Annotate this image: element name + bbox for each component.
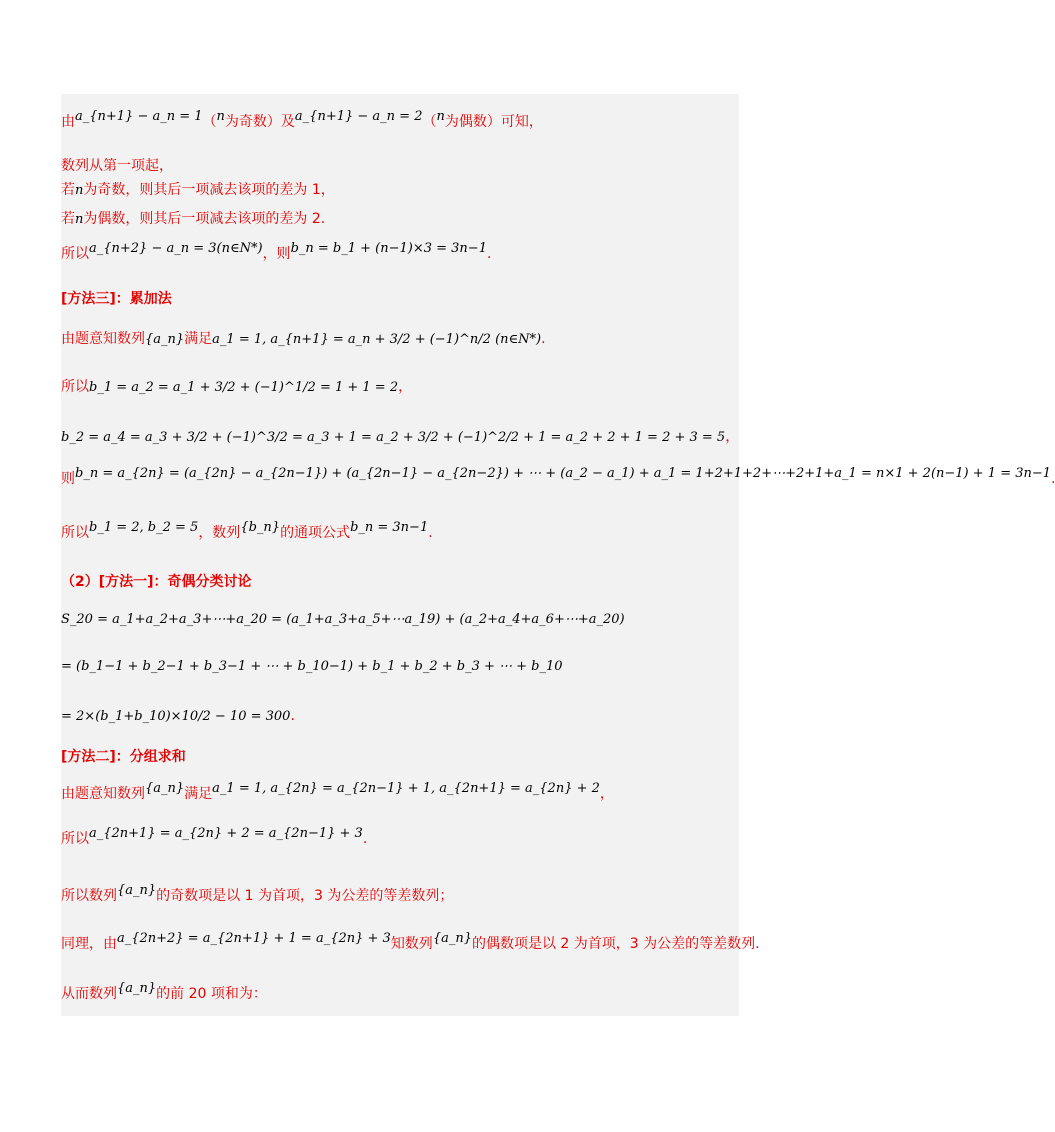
text-l02-0: 数列从第一项起， <box>61 158 173 174</box>
text-l15-1: . <box>290 708 295 724</box>
text-l08-2: ， <box>398 379 413 395</box>
text-l21-0: 从而数列 <box>61 986 117 1002</box>
text-l17-2: 满足 <box>184 786 213 802</box>
text-l10-0: 则 <box>61 471 75 487</box>
text-l09-1: ， <box>725 429 740 445</box>
text-l10-2 <box>1051 471 1055 487</box>
text-l01-0: 由 <box>61 114 75 130</box>
heading-l12-0: （2）[方法一]：奇偶分类讨论 <box>61 574 252 590</box>
math-l13-0: S_20 = a_1+a_2+a_3+⋯+a_20 = (a_1+a_3+a_5+⋯a_19) + (a_2+a_4+a_6+⋯+a_20) <box>61 612 625 627</box>
text-line-l12 <box>61 573 252 589</box>
math-l21-1: {a_n} <box>117 981 157 996</box>
text-l17-0: 由题意知数列 <box>61 786 145 802</box>
text-l18-0: 所以 <box>61 831 89 847</box>
text-line-l10 <box>61 466 1055 487</box>
math-l01-1: a_{n+1} − a_n = 1 <box>75 109 203 124</box>
text-l20-4: 的偶数项是以 2 为首项，3 为公差的等差数列. <box>471 936 760 952</box>
text-l11-4: 的通项公式 <box>280 525 351 541</box>
text-l05-2: ，则 <box>262 246 291 262</box>
text-l07-2: 满足 <box>184 331 213 347</box>
text-l01-2: （ <box>202 114 217 130</box>
text-line-l21 <box>61 981 267 1002</box>
math-l05-3: b_n = b_1 + (n−1)×3 = 3n−1 <box>290 241 487 256</box>
text-l07-0: 由题意知数列 <box>61 331 145 347</box>
math-l01-3: n <box>216 109 225 124</box>
text-line-l02 <box>61 157 173 173</box>
text-l19-0: 所以数列 <box>61 888 117 904</box>
math-l11-5: b_n = 3n−1 <box>350 520 429 535</box>
text-line-l13 <box>61 610 625 626</box>
math-l20-1: a_{2n+2} = a_{2n+1} + 1 = a_{2n} + 3 <box>117 931 391 946</box>
math-l07-1: {a_n} <box>145 332 185 347</box>
math-l01-7: n <box>436 109 445 124</box>
math-l17-1: {a_n} <box>145 781 185 796</box>
math-l14-0: = (b_1−1 + b_2−1 + b_3−1 + ⋯ + b_10−1) + b_1 + b_2 + b_3 + ⋯ + b_10 <box>61 659 563 674</box>
heading-l16-0: [方法二]：分组求和 <box>61 749 186 765</box>
text-line-l15 <box>61 707 295 723</box>
math-l01-5: a_{n+1} − a_n = 2 <box>294 109 423 124</box>
text-line-l20 <box>61 931 760 952</box>
text-line-l07 <box>61 330 546 346</box>
text-l11-0: 所以 <box>61 525 89 541</box>
text-l04-0: 若 <box>61 211 75 227</box>
text-l18-2: . <box>362 831 368 847</box>
text-line-l08 <box>61 378 412 394</box>
math-l17-3: a_1 = 1, a_{2n} = a_{2n−1} + 1, a_{2n+1} = a_{2n} + 2 <box>212 781 600 796</box>
text-l01-8: 为偶数）可知， <box>444 114 543 130</box>
text-l05-4: . <box>486 246 492 262</box>
text-line-l04 <box>61 210 325 226</box>
text-l17-4: ， <box>599 786 614 802</box>
text-l01-6: （ <box>422 114 437 130</box>
text-l04-2: 为偶数，则其后一项减去该项的差为 2. <box>83 211 326 227</box>
math-l15-0: = 2×(b_1+b_10)×10/2 − 10 = 300 <box>61 709 291 724</box>
math-l18-1: a_{2n+1} = a_{2n} + 2 = a_{2n−1} + 3 <box>89 826 363 841</box>
heading-l06-0: [方法三]：累加法 <box>61 291 172 307</box>
text-line-l19 <box>61 883 454 904</box>
text-l20-2: 知数列 <box>390 936 433 952</box>
text-l08-0: 所以 <box>61 379 89 395</box>
text-l03-0: 若 <box>61 182 75 198</box>
text-line-l01 <box>61 109 543 130</box>
text-l01-4: 为奇数）及 <box>224 114 295 130</box>
math-l20-3: {a_n} <box>432 931 472 946</box>
document-page <box>61 94 739 1016</box>
text-l07-4: . <box>541 331 546 347</box>
text-line-l03 <box>61 181 335 197</box>
math-l03-1: n <box>75 183 84 198</box>
text-line-l06 <box>61 290 172 306</box>
text-line-l11 <box>61 520 433 541</box>
math-l04-1: n <box>75 212 84 227</box>
math-l09-0: b_2 = a_4 = a_3 + 3/2 + (−1)^3/2 = a_3 + 1 = a_2 + 3/2 + (−1)^2/2 + 1 = a_2 + 2 + 1 = 2 + 3 = 5 <box>61 430 726 445</box>
text-line-l17 <box>61 781 614 802</box>
text-l11-2: ，数列 <box>198 525 241 541</box>
text-l20-0: 同理，由 <box>61 936 117 952</box>
text-line-l18 <box>61 826 368 847</box>
math-l08-1: b_1 = a_2 = a_1 + 3/2 + (−1)^1/2 = 1 + 1 = 2 <box>89 380 399 395</box>
text-l21-2: 的前 20 项和为： <box>156 986 267 1002</box>
math-l05-1: a_{n+2} − a_n = 3(n∈N*) <box>89 241 263 256</box>
text-l03-2: 为奇数，则其后一项减去该项的差为 1， <box>83 182 335 198</box>
text-line-l09 <box>61 428 739 444</box>
math-l11-3: {b_n} <box>240 520 281 535</box>
text-line-l14 <box>61 657 563 673</box>
math-l10-1: b_n = a_{2n} = (a_{2n} − a_{2n−1}) + (a_{2n−1} − a_{2n−2}) + ⋯ + (a_2 − a_1) + a_1 = 1+2+1+2+⋯+2+1+a_1 = n×1 + 2(n−1) + 1 = 3n−1 <box>75 466 1052 481</box>
text-l19-2: 的奇数项是以 1 为首项，3 为公差的等差数列； <box>156 888 454 904</box>
text-l11-6: . <box>428 525 433 541</box>
text-line-l05 <box>61 241 492 262</box>
text-line-l16 <box>61 748 186 764</box>
math-l19-1: {a_n} <box>117 883 157 898</box>
math-l07-3: a_1 = 1, a_{n+1} = a_n + 3/2 + (−1)^n/2 (n∈N*) <box>212 332 542 347</box>
math-l11-1: b_1 = 2, b_2 = 5 <box>89 520 199 535</box>
text-l05-0: 所以 <box>61 246 89 262</box>
